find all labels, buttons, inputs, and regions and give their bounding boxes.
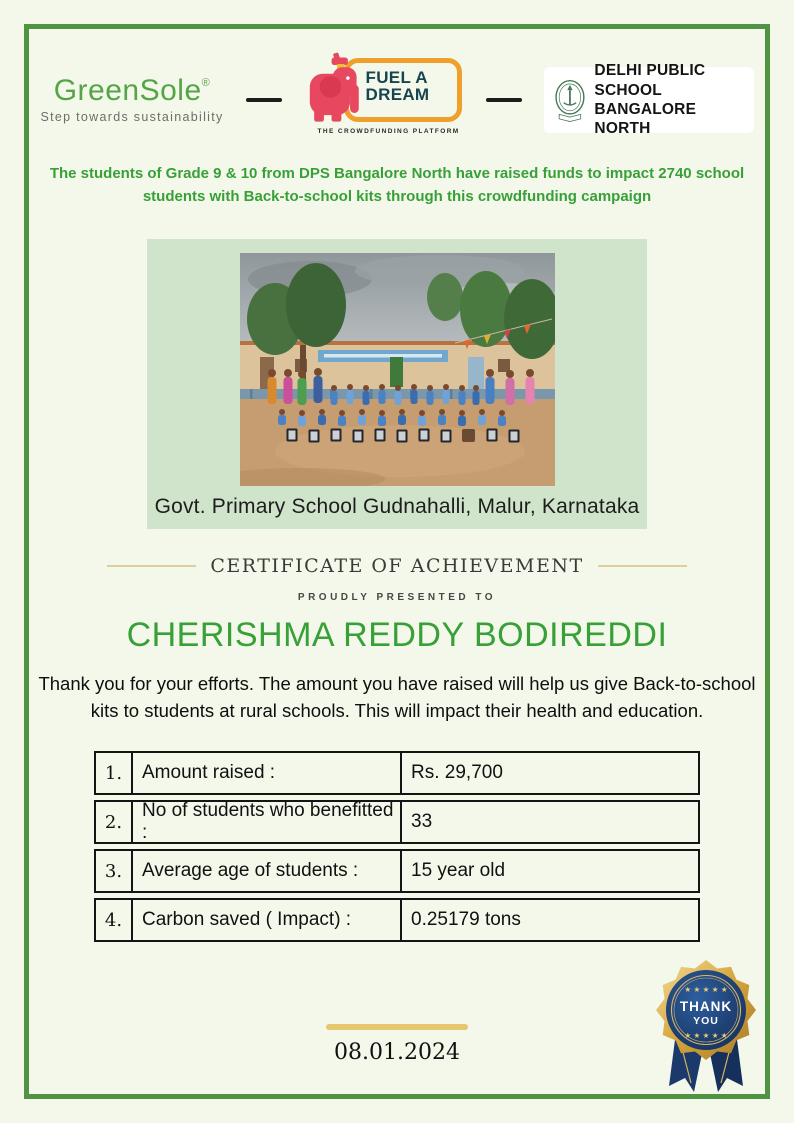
dps-line1: DELHI PUBLIC SCHOOL bbox=[594, 62, 706, 99]
fuel-a-dream-logo bbox=[304, 56, 464, 144]
certificate-title: CERTIFICATE OF ACHIEVEMENT bbox=[210, 554, 584, 577]
fuel-a-dream-tagline: THE CROWDFUNDING PLATFORM bbox=[317, 128, 460, 135]
row-number: 3. bbox=[96, 851, 133, 891]
logo-row bbox=[0, 0, 794, 144]
elephant-icon bbox=[304, 52, 370, 126]
dps-wordmark bbox=[594, 61, 743, 139]
campaign-intro-text: The students of Grade 9 & 10 from DPS Bangalore North have raised funds to impact 2740 school students with Back-to-school kits through this crowdfunding campaign bbox=[49, 165, 745, 206]
greensole-name: GreenSole bbox=[53, 74, 202, 107]
badge-stars-top: ★ ★ ★ ★ ★ bbox=[684, 985, 728, 994]
fad-line2: DREAM bbox=[365, 84, 430, 104]
row-number: 1. bbox=[96, 753, 133, 793]
row-value: 33 bbox=[411, 811, 433, 832]
row-value: 15 year old bbox=[411, 860, 506, 881]
impact-table bbox=[94, 751, 700, 942]
date-divider bbox=[326, 1024, 468, 1030]
table-row bbox=[94, 751, 700, 795]
fuel-a-dream-wordmark bbox=[366, 70, 460, 103]
greensole-tagline: Step towards sustainability bbox=[40, 110, 224, 124]
separator-dash-icon bbox=[486, 98, 522, 102]
greensole-logo bbox=[40, 76, 223, 124]
badge-thank: THANK bbox=[679, 999, 733, 1014]
registered-mark: ® bbox=[201, 77, 211, 89]
dps-emblem-icon bbox=[552, 74, 588, 126]
badge-stars-bottom: ★ ★ ★ ★ ★ bbox=[684, 1031, 728, 1040]
thank-you-message: Thank you for your efforts. The amount you have raised will help us give Back-to-school kits to students at rural schools. This will impact their health and education. bbox=[38, 672, 756, 722]
title-rule-left bbox=[107, 565, 196, 567]
row-number: 4. bbox=[96, 900, 133, 940]
photo-block bbox=[147, 239, 647, 529]
row-value: 0.25179 tons bbox=[411, 909, 521, 930]
row-value: Rs. 29,700 bbox=[411, 762, 503, 783]
greensole-wordmark bbox=[40, 76, 223, 106]
separator-dash-icon bbox=[246, 98, 282, 102]
title-rule-right bbox=[598, 565, 687, 567]
dps-line2: BANGALORE NORTH bbox=[594, 101, 697, 138]
fad-line1: FUEL A bbox=[365, 68, 428, 87]
certificate-title-row bbox=[107, 555, 687, 577]
school-photo bbox=[240, 253, 555, 486]
table-row bbox=[94, 800, 700, 844]
photo-caption: Govt. Primary School Gudnahalli, Malur, Karnataka bbox=[154, 494, 640, 518]
presented-label: PROUDLY PRESENTED TO bbox=[297, 591, 497, 603]
thank-you-badge bbox=[646, 950, 766, 1100]
row-label: Average age of students : bbox=[133, 851, 402, 891]
table-row bbox=[94, 898, 700, 942]
dps-logo bbox=[544, 62, 754, 138]
row-label: No of students who benefitted : bbox=[133, 802, 402, 842]
row-number: 2. bbox=[96, 802, 133, 842]
badge-you: YOU bbox=[693, 1015, 719, 1027]
date-text: 08.01.2024 bbox=[334, 1040, 460, 1065]
row-label: Amount raised : bbox=[133, 753, 402, 793]
table-row bbox=[94, 849, 700, 893]
recipient-name: CHERISHMA REDDY BODIREDDI bbox=[126, 615, 668, 654]
row-label: Carbon saved ( Impact) : bbox=[133, 900, 402, 940]
